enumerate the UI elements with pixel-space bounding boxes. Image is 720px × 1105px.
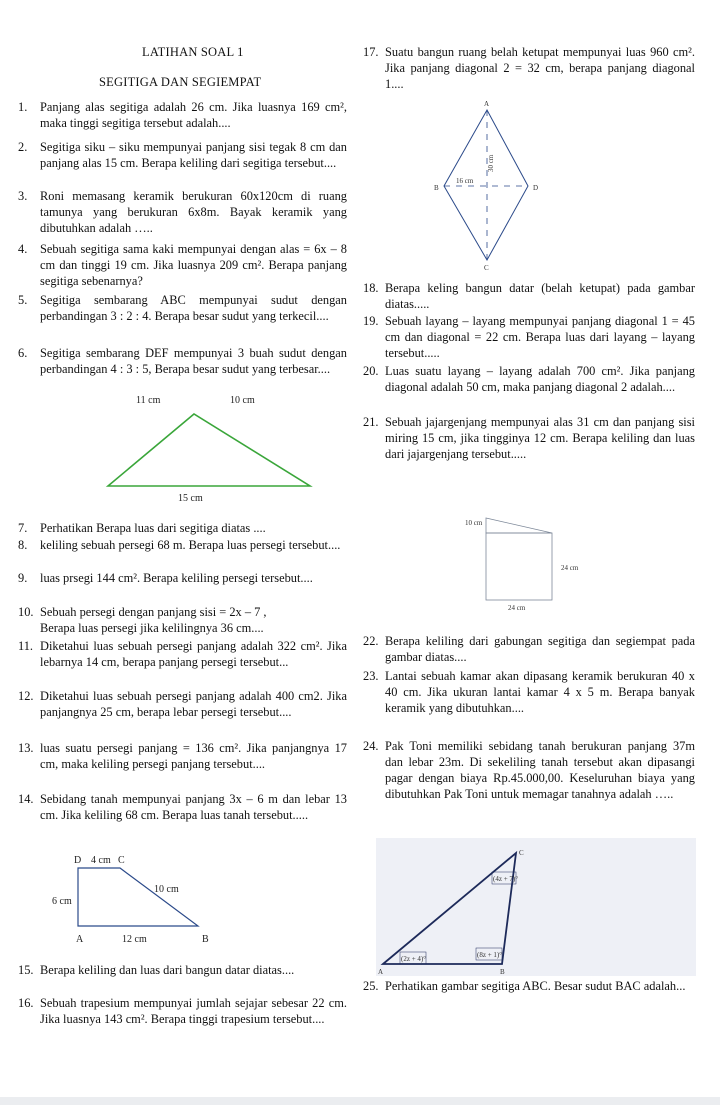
bottom-side-label: 24 cm (508, 604, 526, 612)
rhombus-shape (444, 110, 528, 260)
question-11: 11. Diketahui luas sebuah persegi panjang adalah 322 cm². Jika lebarnya 14 cm, berapa panjang persegi tersebut... (18, 639, 347, 670)
question-23: 23. Lantai sebuah kamar akan dipasang keramik berukuran 40 x 40 cm. Jika ukuran lantai kamar 4 x 5 m. Berapa banyak keramik yang dibutuhkan.... (363, 669, 695, 716)
question-text: Sebuah trapesium mempunyai jumlah sejajar sebesar 22 cm. Jika luasnya 143 cm². Berapa tinggi trapesium tersebut.... (40, 996, 347, 1027)
question-16: 16. Sebuah trapesium mempunyai jumlah sejajar sebesar 22 cm. Jika luasnya 143 cm². Berapa tinggi trapesium tersebut.... (18, 996, 347, 1027)
question-text: Diketahui luas sebuah persegi panjang adalah 400 cm2. Jika panjangnya 25 cm, berapa lebar persegi tersebut.... (40, 689, 347, 720)
question-25: 25. Perhatikan gambar segitiga ABC. Besar sudut BAC adalah... (385, 978, 695, 994)
question-24: 24. Pak Toni memiliki sebidang tanah berukuran panjang 37m dan lebar 23m. Di sekeliling tanah tersebut akan dipasangi pagar dengan biaya Rp.45.000,00. Keseluruhan biaya yang dibutuhkan Pak Toni untuk memagar tanahnya adalah ….. (363, 739, 695, 802)
question-text-continued: Berapa luas persegi jika kelilingnya 36 cm.... (40, 621, 264, 636)
question-text: Segitiga sembarang DEF mempunyai 3 buah sudut dengan perbandingan 4 : 3 : 5, Berapa besar sudut yang terbesar.... (40, 346, 347, 377)
question-text: luas suatu persegi panjang = 136 cm². Jika panjangnya 17 cm, maka keliling persegi panjang tersebut.... (40, 741, 347, 772)
right-side-label: 24 cm (561, 564, 579, 572)
top-side-label: 4 cm (91, 855, 111, 866)
vertex-a-label: A (378, 968, 384, 976)
composite-figure (450, 513, 670, 618)
question-text: Berapa keling bangun datar (belah ketupat) pada gambar diatas..... (385, 281, 695, 312)
triangle-side-right-label: 10 cm (230, 395, 255, 406)
question-text: Luas suatu layang – layang adalah 700 cm². Jika panjang diagonal adalah 50 cm, maka panjang diagonal 2 adalah.... (385, 364, 695, 395)
trapezoid-figure (50, 852, 220, 952)
triangle-figure (90, 392, 330, 507)
vertex-b-label: B (434, 184, 439, 192)
question-text: Pak Toni memiliki sebidang tanah berukuran panjang 37m dan lebar 23m. Di sekeliling tanah tersebut akan dipasangi pagar dengan biaya Rp.45.000,00. Keseluruhan biaya yang dibutuhkan Pak Toni untuk memagar tanahnya adalah ….. (385, 739, 695, 802)
question-1: 1. Panjang alas segitiga adalah 26 cm. Jika luasnya 169 cm², maka tinggi segitiga tersebut adalah.... (18, 100, 347, 131)
question-5: 5. Segitiga sembarang ABC mempunyai sudut dengan perbandingan 3 : 2 : 4. Berapa besar sudut yang terkecil.... (18, 293, 347, 324)
question-text: Lantai sebuah kamar akan dipasang keramik berukuran 40 x 40 cm. Jika ukuran lantai kamar 4 x 5 m. Berapa banyak keramik yang dibutuhkan.... (385, 669, 695, 716)
angle-c-label: (4z + 7)° (493, 875, 519, 883)
question-text: Sebuah persegi dengan panjang sisi = 2x – 7 , (40, 605, 267, 619)
question-14: 14. Sebidang tanah mempunyai panjang 3x – 6 m dan lebar 13 cm. Jika keliling 68 cm. Berapa luas tanah tersebut..... (18, 792, 347, 823)
question-13: 13. luas suatu persegi panjang = 136 cm². Jika panjangnya 17 cm, maka keliling persegi panjang tersebut.... (18, 741, 347, 772)
question-15: 15. Berapa keliling dan luas dari bangun datar diatas.... (40, 962, 347, 978)
rhombus-figure (430, 98, 620, 278)
question-2: 2. Segitiga siku – siku mempunyai panjang sisi tegak 8 cm dan panjang alas 15 cm. Berapa keliling dari segitiga tersebut.... (18, 140, 347, 171)
question-text: Segitiga sembarang ABC mempunyai sudut dengan perbandingan 3 : 2 : 4. Berapa besar sudut yang terkecil.... (40, 293, 347, 324)
vertex-c-label: C (484, 264, 489, 272)
rhombus-svg (430, 98, 620, 278)
question-18: 18. Berapa keling bangun datar (belah ketupat) pada gambar diatas..... (363, 281, 695, 312)
question-text: Sebuah layang – layang mempunyai panjang diagonal 1 = 45 cm dan diagonal = 22 cm. Berapa luas dari layang – layang tersebut..... (385, 314, 695, 361)
question-text: Diketahui luas sebuah persegi panjang adalah 322 cm². Jika lebarnya 14 cm, berapa panjang persegi tersebut... (40, 639, 347, 670)
bottom-border-strip (0, 1097, 720, 1105)
worksheet-title: LATIHAN SOAL 1 (142, 45, 244, 59)
angle-triangle-svg (376, 838, 696, 976)
question-7: 7. Perhatikan Berapa luas dari segitiga diatas .... (40, 520, 347, 536)
question-21: 21. Sebuah jajargenjang mempunyai alas 31 cm dan panjang sisi miring 15 cm, jika tingginya 12 cm. Berapa keliling dan luas dari jajargenjang tersebut..... (363, 415, 695, 462)
triangle-side-left-label: 11 cm (136, 395, 161, 406)
question-text: Segitiga siku – siku mempunyai panjang sisi tegak 8 cm dan panjang alas 15 cm. Berapa keliling dari segitiga tersebut.... (40, 140, 347, 171)
question-text: Perhatikan gambar segitiga ABC. Besar sudut BAC adalah... (385, 979, 686, 993)
vertex-a-label: A (484, 100, 490, 108)
composite-triangle (486, 518, 552, 533)
question-text: Sebuah segitiga sama kaki mempunyai dengan alas = 6x – 8 cm dan tinggi 19 cm. Jika luasnya 209 cm². Berapa panjang segitiga sebenarnya? (40, 242, 347, 289)
question-3: 3. Roni memasang keramik berukuran 60x120cm di ruang tamunya yang berukuran 6x8m. Bayak keramik yang dibutuhkan adalah ….. (18, 189, 347, 236)
slant-side-label: 10 cm (154, 884, 179, 895)
question-22: 22. Berapa keliling dari gabungan segitiga dan segiempat pada gambar diatas.... (363, 634, 695, 665)
composite-svg (450, 513, 670, 618)
question-9: 9. luas prsegi 144 cm². Berapa keliling persegi tersebut.... (40, 570, 347, 586)
vertical-diagonal-label: 30 cm (487, 154, 495, 172)
question-6: 6. Segitiga sembarang DEF mempunyai 3 buah sudut dengan perbandingan 4 : 3 : 5, Berapa besar sudut yang terbesar.... (18, 346, 347, 377)
vertex-d-label: D (74, 855, 82, 866)
question-text: Roni memasang keramik berukuran 60x120cm di ruang tamunya yang berukuran 6x8m. Bayak keramik yang dibutuhkan adalah ….. (40, 189, 347, 236)
bottom-side-label: 12 cm (122, 934, 147, 945)
question-text: luas prsegi 144 cm². Berapa keliling persegi tersebut.... (40, 571, 313, 585)
question-text: Berapa keliling dari gabungan segitiga dan segiempat pada gambar diatas.... (385, 634, 695, 665)
vertex-b-label: B (500, 968, 505, 976)
question-text: Perhatikan Berapa luas dari segitiga diatas .... (40, 521, 266, 535)
left-side-label: 6 cm (52, 896, 72, 907)
angle-a-label: (2z + 4)° (401, 955, 427, 963)
question-text: Berapa keliling dan luas dari bangun datar diatas.... (40, 963, 295, 977)
vertex-c-label: C (519, 849, 524, 857)
question-text: Suatu bangun ruang belah ketupat mempunyai luas 960 cm². Jika panjang diagonal 2 = 32 cm, berapa panjang diagonal 1.... (385, 45, 695, 92)
question-text: Sebuah jajargenjang mempunyai alas 31 cm dan panjang sisi miring 15 cm, jika tingginya 12 cm. Berapa keliling dan luas dari jajargenjang tersebut..... (385, 415, 695, 462)
question-10: 10. Sebuah persegi dengan panjang sisi = 2x – 7 , Berapa luas persegi jika kelilingnya 36 cm.... (40, 604, 347, 636)
question-17: 17. Suatu bangun ruang belah ketupat mempunyai luas 960 cm². Jika panjang diagonal 2 = 32 cm, berapa panjang diagonal 1.... (363, 45, 695, 92)
triangle-base-label: 15 cm (178, 493, 203, 504)
vertex-d-label: D (533, 184, 539, 192)
angle-triangle-figure (376, 838, 696, 976)
trapezoid-svg (50, 852, 220, 952)
vertex-b-label: B (202, 934, 209, 945)
triangle-svg (90, 392, 330, 507)
question-text: keliling sebuah persegi 68 m. Berapa luas persegi tersebut.... (40, 538, 341, 552)
triangle-shape (108, 414, 310, 486)
angle-b-label: (8z + 1)° (477, 951, 503, 959)
trapezoid-shape (78, 868, 198, 926)
vertex-a-label: A (76, 934, 84, 945)
angle-triangle-shape (383, 853, 519, 964)
question-text: Sebidang tanah mempunyai panjang 3x – 6 m dan lebar 13 cm. Jika keliling 68 cm. Berapa luas tanah tersebut..... (40, 792, 347, 823)
worksheet-subtitle: SEGITIGA DAN SEGIEMPAT (99, 75, 262, 89)
vertex-c-label: C (118, 855, 125, 866)
question-text: Panjang alas segitiga adalah 26 cm. Jika luasnya 169 cm², maka tinggi segitiga tersebut adalah.... (40, 100, 347, 131)
question-20: 20. Luas suatu layang – layang adalah 700 cm². Jika panjang diagonal adalah 50 cm, maka panjang diagonal 2 adalah.... (363, 364, 695, 395)
question-19: 19. Sebuah layang – layang mempunyai panjang diagonal 1 = 45 cm dan diagonal = 22 cm. Berapa luas dari layang – layang tersebut..... (363, 314, 695, 361)
question-12: 12. Diketahui luas sebuah persegi panjang adalah 400 cm2. Jika panjangnya 25 cm, berapa lebar persegi tersebut.... (18, 689, 347, 720)
horizontal-diagonal-label: 16 cm (456, 177, 474, 185)
top-side-label: 10 cm (465, 519, 483, 527)
question-8: 8. keliling sebuah persegi 68 m. Berapa luas persegi tersebut.... (40, 537, 347, 553)
composite-rectangle (486, 533, 552, 600)
question-4: 4. Sebuah segitiga sama kaki mempunyai dengan alas = 6x – 8 cm dan tinggi 19 cm. Jika luasnya 209 cm². Berapa panjang segitiga sebenarnya? (18, 242, 347, 289)
